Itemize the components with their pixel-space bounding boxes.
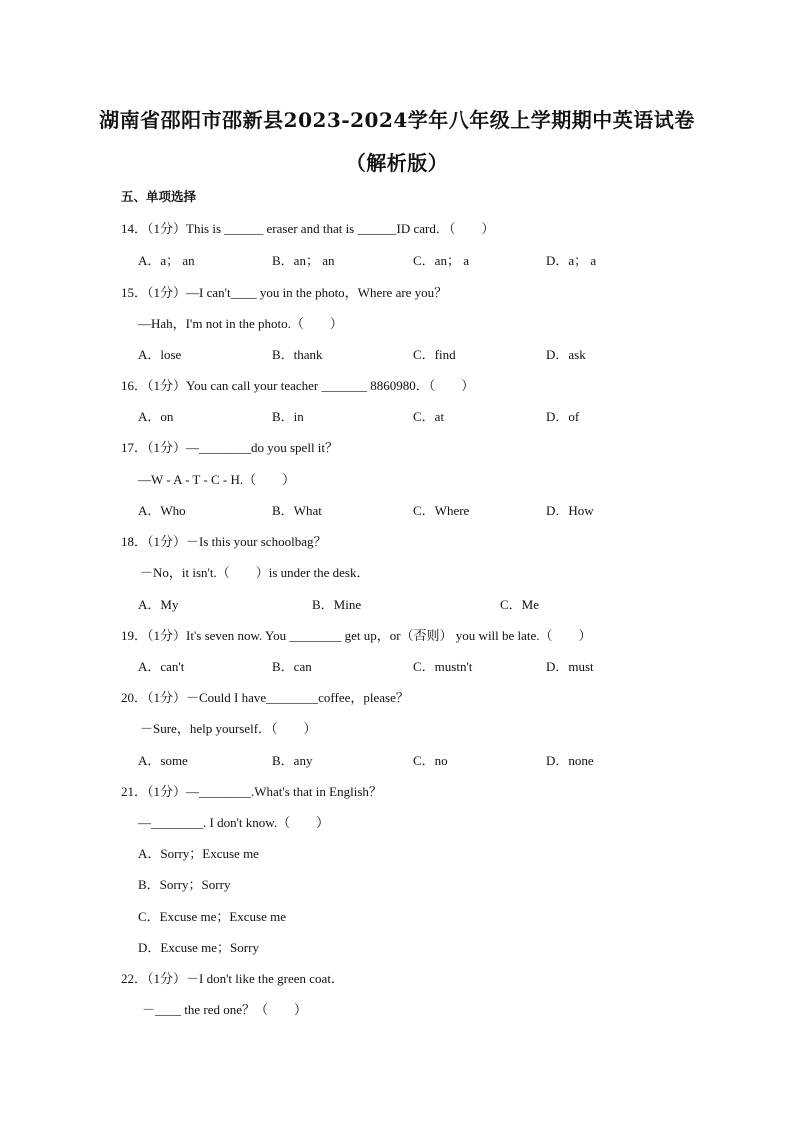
question-16-option-b: B．in: [272, 409, 304, 424]
question-20-option-d: D．none: [546, 753, 594, 768]
section-heading: 五、单项选择: [121, 189, 197, 204]
question-17-stem: 17．（1分）—________do you spell it？: [121, 440, 339, 455]
question-18-option-a: A．My: [138, 597, 179, 612]
question-15-stem: 15．（1分）—I can't____ you in the photo，Where are you？: [121, 285, 448, 300]
question-20-reply: －Sure，help yourself．（ ）: [140, 721, 317, 736]
question-17-option-c: C．Where: [413, 503, 470, 518]
question-17-reply: —W - A - T - C - H.（ ）: [138, 472, 296, 487]
question-16-option-a: A．on: [138, 409, 174, 424]
exam-subtitle: （解析版）: [345, 151, 449, 175]
question-21-option-b: B．Sorry；Sorry: [138, 877, 231, 892]
question-16-option-c: C．at: [413, 409, 445, 424]
question-14-option-a: A．a； an: [138, 253, 195, 268]
question-19-option-c: C．mustn't: [413, 659, 473, 674]
question-15-option-d: D．ask: [546, 347, 586, 362]
question-18-stem: 18．（1分）－Is this your schoolbag？: [121, 534, 327, 549]
question-18-option-b: B．Mine: [312, 597, 362, 612]
question-20-option-a: A．some: [138, 753, 188, 768]
question-14-option-b: B．an； an: [272, 253, 335, 268]
question-19-stem: 19．（1分）It's seven now. You ________ get up，or（否则） you will be late.（ ）: [121, 628, 592, 643]
question-21-stem: 21．（1分）—________.What's that in English？: [121, 784, 382, 799]
question-15-reply: —Hah，I'm not in the photo.（ ）: [138, 316, 343, 331]
question-16-option-d: D．of: [546, 409, 580, 424]
question-17-option-a: A．Who: [138, 503, 186, 518]
question-20-stem: 20．（1分）－Could I have________coffee，please？: [121, 690, 409, 705]
question-15-option-a: A．lose: [138, 347, 182, 362]
question-19-option-b: B．can: [272, 659, 312, 674]
question-22-stem: 22．（1分）－I don't like the green coat．: [121, 971, 344, 986]
question-22-reply: －____ the red one？（ ）: [142, 1002, 308, 1017]
question-21-option-d: D．Excuse me；Sorry: [138, 940, 259, 955]
question-15-option-c: C．find: [413, 347, 456, 362]
question-21-reply: —________. I don't know.（ ）: [138, 815, 330, 830]
question-18-reply: －No，it isn't.（ ）is under the desk．: [140, 565, 370, 580]
exam-title: 湖南省邵阳市邵新县2023-2024学年八年级上学期期中英语试卷: [99, 108, 695, 132]
question-21-option-c: C．Excuse me；Excuse me: [138, 909, 287, 924]
question-21-option-a: A．Sorry；Excuse me: [138, 846, 259, 861]
question-18-option-c: C．Me: [500, 597, 540, 612]
question-20-option-c: C．no: [413, 753, 448, 768]
question-17-option-b: B．What: [272, 503, 322, 518]
question-19-option-a: A．can't: [138, 659, 185, 674]
question-15-option-b: B．thank: [272, 347, 323, 362]
question-17-option-d: D．How: [546, 503, 594, 518]
question-14-stem: 14．（1分）This is ______ eraser and that is ______ID card．（ ）: [121, 221, 495, 236]
question-19-option-d: D．must: [546, 659, 594, 674]
question-20-option-b: B．any: [272, 753, 313, 768]
question-14-option-d: D．a； a: [546, 253, 597, 268]
question-14-option-c: C．an； a: [413, 253, 469, 268]
question-16-stem: 16．（1分）You can call your teacher _______ 8860980．（ ）: [121, 378, 475, 393]
